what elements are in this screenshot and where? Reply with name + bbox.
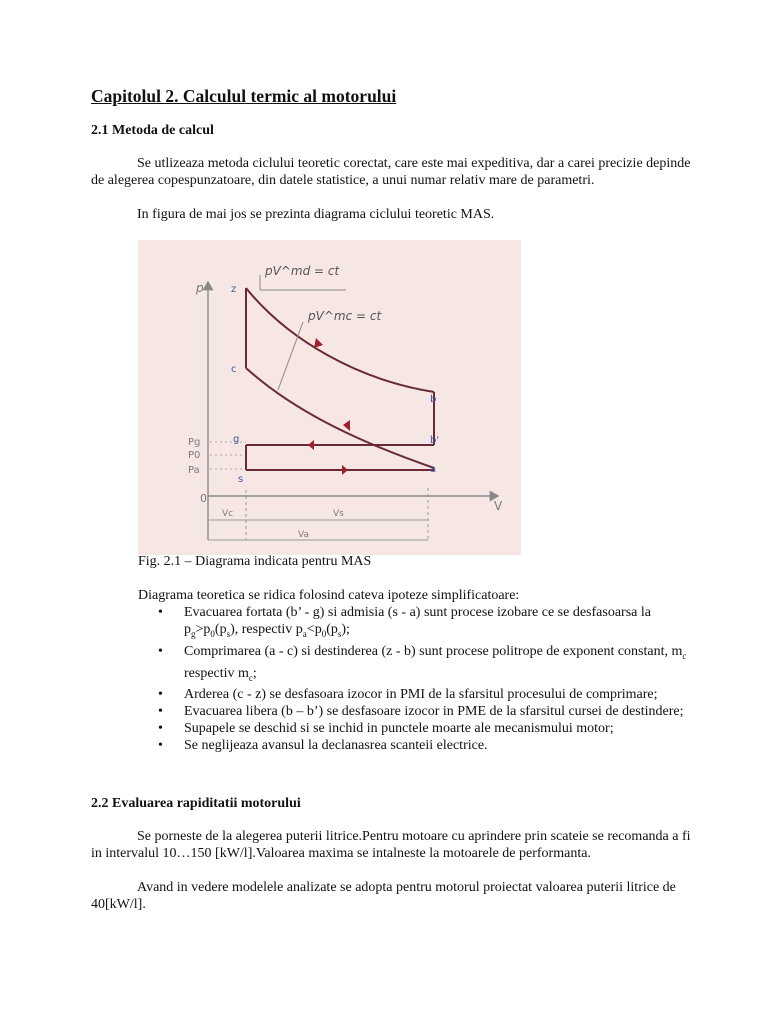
label-c: c [231,364,237,375]
label-vs: Vs [333,509,344,519]
paragraph-rapidity: Se porneste de la alegerea puterii litrice.Pentru motoare cu aprindere prin scateie se recomanda a fi in intervalul 10…150 [kW/l].Valoarea maxima se intalneste la motoarele de performanta. [91,829,691,861]
label-z: z [231,284,237,295]
paragraph-method: Se utlizeaza metoda ciclului teoretic corectat, care este mai expeditiva, dar a carei precizie depinde de alegerea copespunzatoare, din datele statistice, a unui numar relativ mare de parametri. [91,156,691,188]
section-heading-2-1: 2.1 Metoda de calcul [91,123,214,138]
label-v-axis: V [494,499,503,513]
list-item: • Evacuarea libera (b – b’) se desfasoare izocor in PME de la sfarsitul cursei de destindere; [138,703,698,720]
figure-caption: Fig. 2.1 – Diagrama indicata pentru MAS [138,554,372,569]
label-p-axis: p [196,281,204,295]
list-item: • Arderea (c - z) se desfasoara izocor in PMI de la sfarsitul procesului de comprimare; [138,686,698,703]
list-item: • Evacuarea fortata (b’ - g) si admisia (s - a) sunt procese izobare ce se desfasoarsa la $p_g>p_0(p_s)$, respectiv $p_a<p_0(p_s)$; [138,604,698,643]
list-item: • Comprimarea (a - c) si destinderea (z - b) sunt procese politrope de exponent constant, $m_c$ respectiv $m_c$; [138,643,698,687]
list-intro: Diagrama teoretica se ridica folosind cateva ipoteze simplificatoare: [138,588,520,603]
label-p0: P0 [188,450,201,461]
label-compression-law: pV^mc = ct [308,309,382,323]
label-pg: Pg [188,437,201,448]
label-s: s [238,474,244,485]
label-b-prime: b' [430,435,440,446]
label-pa: Pa [188,465,200,476]
cycle-diagram-photo [138,240,521,555]
label-expansion-law: pV^md = ct [265,264,340,278]
label-g: g [233,434,240,445]
paragraph-figure-intro: In figura de mai jos se prezinta diagrama ciclului teoretic MAS. [137,207,495,222]
list-item: • Se neglijeaza avansul la declanasrea scanteii electrice. [138,737,698,754]
label-va: Va [298,530,309,540]
label-a: a [430,464,437,475]
label-origin: 0 [200,492,207,505]
chapter-title: Capitolul 2. Calculul termic al motorului [91,86,397,106]
cycle-diagram [138,240,521,555]
hypotheses-list [138,604,698,754]
label-b: b [430,394,437,405]
list-item: • Supapele se deschid si se inchid in punctele moarte ale mecanismului motor; [138,720,698,737]
label-vc: Vc [222,509,234,519]
paragraph-chosen-value: Avand in vedere modelele analizate se adopta pentru motorul proiectat valoarea puterii litrice de 40[kW/l]. [91,880,676,912]
section-heading-2-2: 2.2 Evaluarea rapiditatii motorului [91,796,301,811]
